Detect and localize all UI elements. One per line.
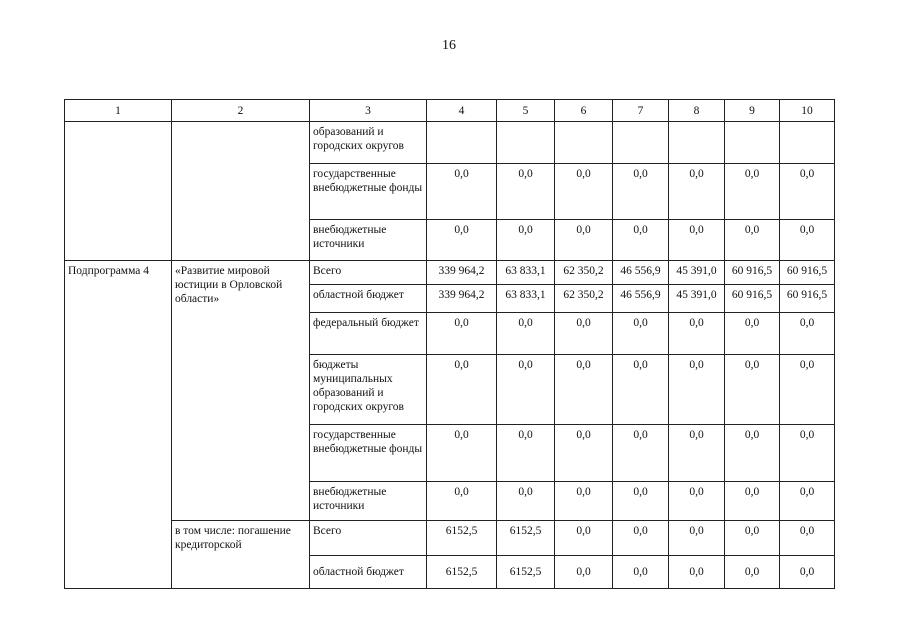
value-cell: 0,0 — [669, 556, 725, 589]
funding-source-cell: Всего — [310, 521, 427, 556]
value-cell: 0,0 — [427, 220, 497, 261]
value-cell: 0,0 — [669, 313, 725, 355]
header-cell: 1 — [65, 100, 172, 122]
value-cell: 6152,5 — [497, 521, 555, 556]
value-cell: 63 833,1 — [497, 261, 555, 285]
value-cell: 6152,5 — [497, 556, 555, 589]
table-row — [65, 521, 835, 556]
value-cell: 0,0 — [725, 556, 780, 589]
value-cell: 46 556,9 — [613, 261, 669, 285]
value-cell: 0,0 — [780, 556, 835, 589]
value-cell: 0,0 — [427, 425, 497, 482]
value-cell: 0,0 — [497, 220, 555, 261]
value-cell: 0,0 — [555, 521, 613, 556]
table-row — [65, 122, 835, 164]
value-cell: 0,0 — [613, 482, 669, 521]
value-cell: 0,0 — [780, 355, 835, 425]
header-cell: 8 — [669, 100, 725, 122]
value-cell — [780, 122, 835, 164]
header-cell: 5 — [497, 100, 555, 122]
value-cell: 0,0 — [497, 313, 555, 355]
funding-source-cell: областной бюджет — [310, 285, 427, 313]
value-cell: 0,0 — [555, 556, 613, 589]
value-cell: 339 964,2 — [427, 285, 497, 313]
value-cell: 60 916,5 — [780, 285, 835, 313]
funding-source-cell: бюджеты муниципальных образований и городских округов — [310, 355, 427, 425]
value-cell: 0,0 — [497, 164, 555, 220]
value-cell: 0,0 — [669, 164, 725, 220]
value-cell: 62 350,2 — [555, 285, 613, 313]
subprogram-code: Подпрограмма 4 — [65, 261, 172, 589]
value-cell: 0,0 — [555, 313, 613, 355]
header-cell: 3 — [310, 100, 427, 122]
value-cell: 0,0 — [780, 220, 835, 261]
value-cell: 0,0 — [669, 355, 725, 425]
value-cell: 6152,5 — [427, 521, 497, 556]
value-cell: 62 350,2 — [555, 261, 613, 285]
value-cell: 60 916,5 — [725, 285, 780, 313]
value-cell: 0,0 — [613, 521, 669, 556]
header-cell: 10 — [780, 100, 835, 122]
value-cell — [497, 122, 555, 164]
value-cell: 0,0 — [555, 220, 613, 261]
value-cell: 0,0 — [427, 355, 497, 425]
value-cell: 0,0 — [613, 164, 669, 220]
value-cell: 0,0 — [780, 482, 835, 521]
value-cell: 0,0 — [725, 482, 780, 521]
value-cell — [427, 122, 497, 164]
value-cell: 0,0 — [669, 482, 725, 521]
value-cell: 0,0 — [555, 425, 613, 482]
value-cell: 0,0 — [669, 425, 725, 482]
funding-source-cell: государственные внебюджетные фонды — [310, 425, 427, 482]
value-cell: 0,0 — [613, 556, 669, 589]
empty-cell — [172, 122, 310, 261]
value-cell: 6152,5 — [427, 556, 497, 589]
funding-source-cell: областной бюджет — [310, 556, 427, 589]
value-cell: 60 916,5 — [725, 261, 780, 285]
value-cell: 0,0 — [780, 425, 835, 482]
value-cell: 339 964,2 — [427, 261, 497, 285]
value-cell: 45 391,0 — [669, 285, 725, 313]
subprogram-name: «Развитие мировой юстиции в Орловской области» — [172, 261, 310, 521]
value-cell: 63 833,1 — [497, 285, 555, 313]
value-cell: 0,0 — [780, 164, 835, 220]
funding-source-cell: федеральный бюджет — [310, 313, 427, 355]
value-cell: 0,0 — [725, 521, 780, 556]
value-cell: 0,0 — [427, 164, 497, 220]
value-cell: 0,0 — [427, 313, 497, 355]
value-cell: 0,0 — [427, 482, 497, 521]
value-cell: 0,0 — [669, 220, 725, 261]
value-cell: 0,0 — [725, 220, 780, 261]
value-cell: 0,0 — [555, 164, 613, 220]
value-cell: 0,0 — [555, 355, 613, 425]
value-cell: 0,0 — [555, 482, 613, 521]
value-cell: 0,0 — [780, 313, 835, 355]
including-label: в том числе: погашение кредиторской — [172, 521, 310, 589]
value-cell: 0,0 — [725, 355, 780, 425]
value-cell: 0,0 — [780, 521, 835, 556]
funding-source-cell: Всего — [310, 261, 427, 285]
funding-source-cell: внебюджетные источники — [310, 220, 427, 261]
funding-source-cell: внебюджетные источники — [310, 482, 427, 521]
value-cell: 0,0 — [613, 220, 669, 261]
value-cell: 60 916,5 — [780, 261, 835, 285]
value-cell: 45 391,0 — [669, 261, 725, 285]
value-cell: 46 556,9 — [613, 285, 669, 313]
empty-cell — [65, 122, 172, 261]
value-cell: 0,0 — [497, 482, 555, 521]
value-cell: 0,0 — [725, 164, 780, 220]
value-cell: 0,0 — [497, 425, 555, 482]
value-cell — [669, 122, 725, 164]
value-cell: 0,0 — [725, 313, 780, 355]
header-row — [65, 100, 835, 122]
funding-source-cell: государственные внебюджетные фонды — [310, 164, 427, 220]
value-cell: 0,0 — [613, 313, 669, 355]
header-cell: 9 — [725, 100, 780, 122]
budget-table — [64, 99, 835, 589]
value-cell: 0,0 — [669, 521, 725, 556]
value-cell — [613, 122, 669, 164]
page-number: 16 — [442, 38, 456, 53]
value-cell: 0,0 — [613, 355, 669, 425]
header-cell: 6 — [555, 100, 613, 122]
header-cell: 7 — [613, 100, 669, 122]
funding-source-cell: образований и городских округов — [310, 122, 427, 164]
header-cell: 4 — [427, 100, 497, 122]
header-cell: 2 — [172, 100, 310, 122]
value-cell: 0,0 — [613, 425, 669, 482]
table-row — [65, 261, 835, 285]
value-cell — [555, 122, 613, 164]
value-cell: 0,0 — [497, 355, 555, 425]
value-cell: 0,0 — [725, 425, 780, 482]
value-cell — [725, 122, 780, 164]
